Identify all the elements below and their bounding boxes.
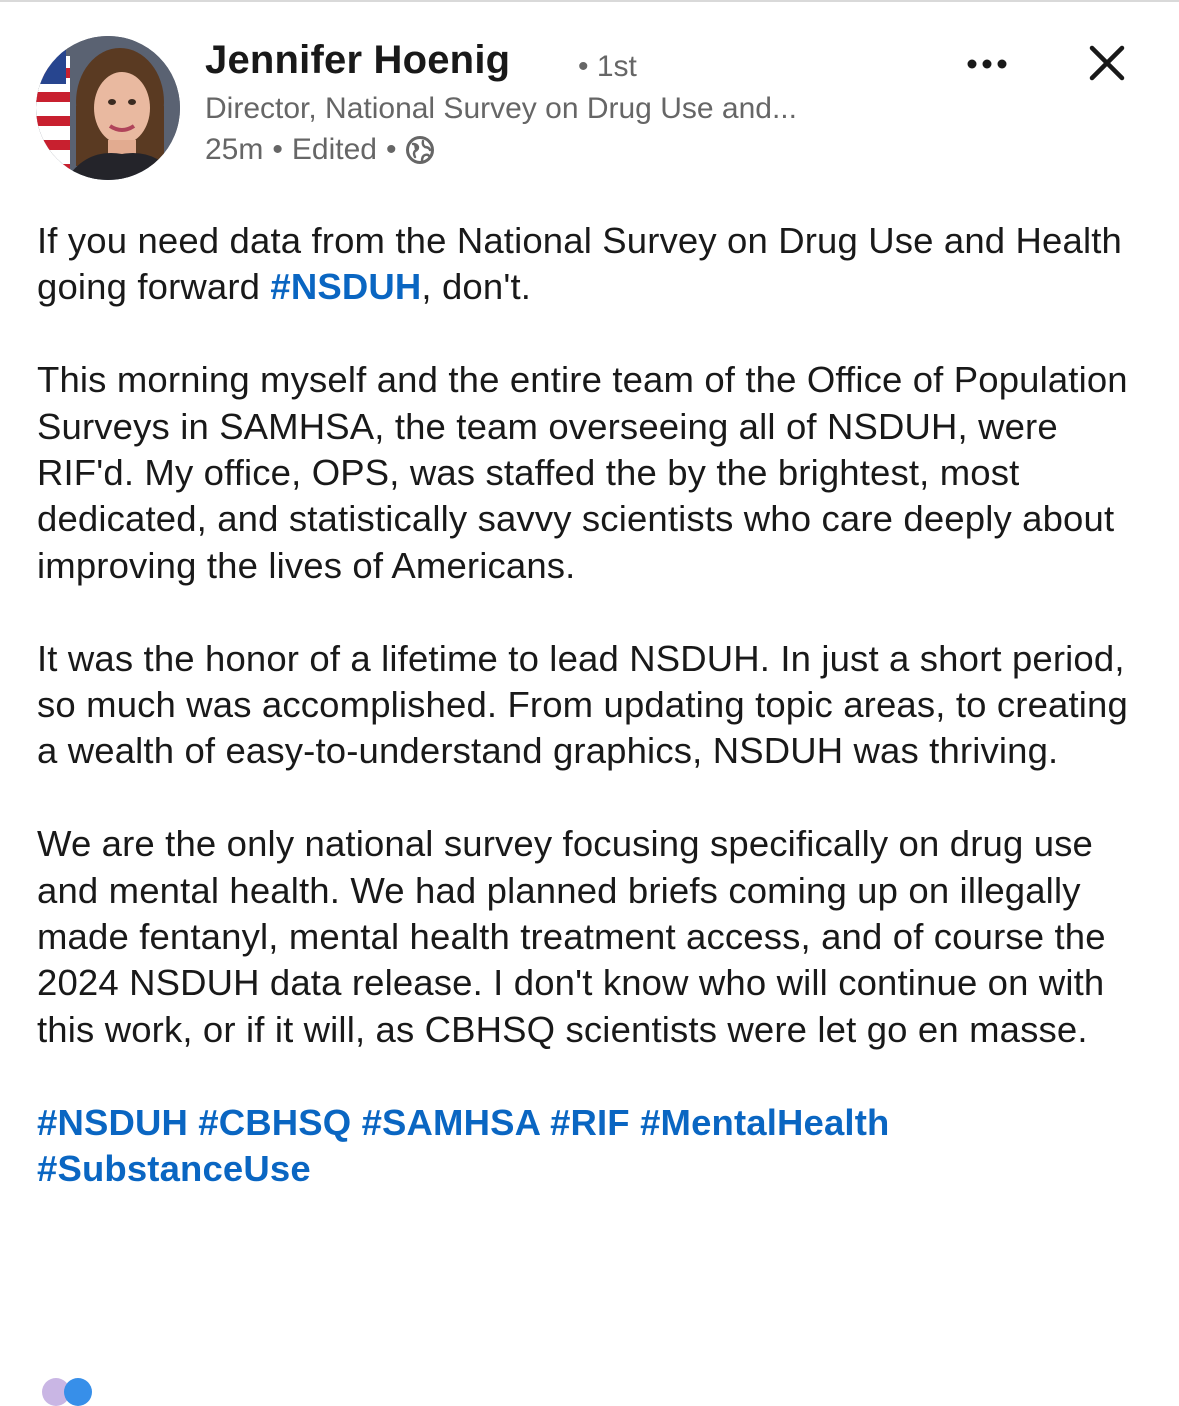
- post-text: , don't.: [421, 266, 532, 308]
- post-paragraph: It was the honor of a lifetime to lead NSDUH. In just a short period, so much was accomplished. From updating topic areas, to creating a wealth of easy-to-understand graphics, NSDUH was thriving.: [37, 637, 1128, 772]
- hashtag-list: [37, 1100, 1147, 1193]
- meta-separator: •: [385, 133, 397, 166]
- hashtag-link[interactable]: #RIF: [550, 1101, 630, 1143]
- author-headline: Director, National Survey on Drug Use and...: [205, 92, 797, 125]
- close-button[interactable]: [1084, 40, 1130, 86]
- hashtag-link[interactable]: #CBHSQ: [198, 1101, 352, 1143]
- ellipsis-icon: [966, 58, 1010, 70]
- avatar[interactable]: [36, 36, 180, 180]
- post-paragraph: This morning myself and the entire team of the Office of Population Surveys in SAMHSA, the team overseeing all of NSDUH, were RIF'd. My office, OPS, was staffed the by the brightest, most dedicated, and statistically savvy scientists who care deeply about improving the lives of Americans.: [37, 359, 1128, 586]
- close-icon: [1087, 43, 1127, 83]
- post-body: [37, 218, 1147, 1192]
- meta-separator: •: [272, 133, 283, 166]
- top-divider: [0, 0, 1179, 2]
- like-reaction-icon[interactable]: [64, 1378, 92, 1406]
- author-name[interactable]: Jennifer Hoenig: [205, 38, 511, 82]
- hashtag-link[interactable]: #SAMHSA: [361, 1101, 540, 1143]
- edited-label: Edited: [291, 133, 377, 166]
- hashtag-link[interactable]: #MentalHealth: [640, 1101, 890, 1143]
- hashtag-link[interactable]: #SubstanceUse: [37, 1148, 311, 1190]
- post-paragraph: We are the only national survey focusing specifically on drug use and mental health. We had planned briefs coming up on illegally made fentanyl, mental health treatment access, and of course the 2024 NSDUH data release. I don't know who will continue on with this work, or if it will, as CBHSQ scientists were let go en masse.: [37, 823, 1106, 1050]
- post-paragraph: [37, 218, 1147, 311]
- hashtag-link[interactable]: #NSDUH: [37, 1101, 188, 1143]
- post-time: 25m: [205, 133, 264, 166]
- more-options-button[interactable]: [960, 44, 1016, 84]
- hashtag-link[interactable]: #NSDUH: [270, 266, 422, 308]
- avatar-photo: [36, 36, 180, 180]
- post-meta: [205, 132, 435, 168]
- post-text: If you need data from the National Survey on Drug Use and Health going forward: [37, 220, 1122, 308]
- globe-icon: [405, 135, 435, 165]
- connection-degree: • 1st: [578, 50, 637, 83]
